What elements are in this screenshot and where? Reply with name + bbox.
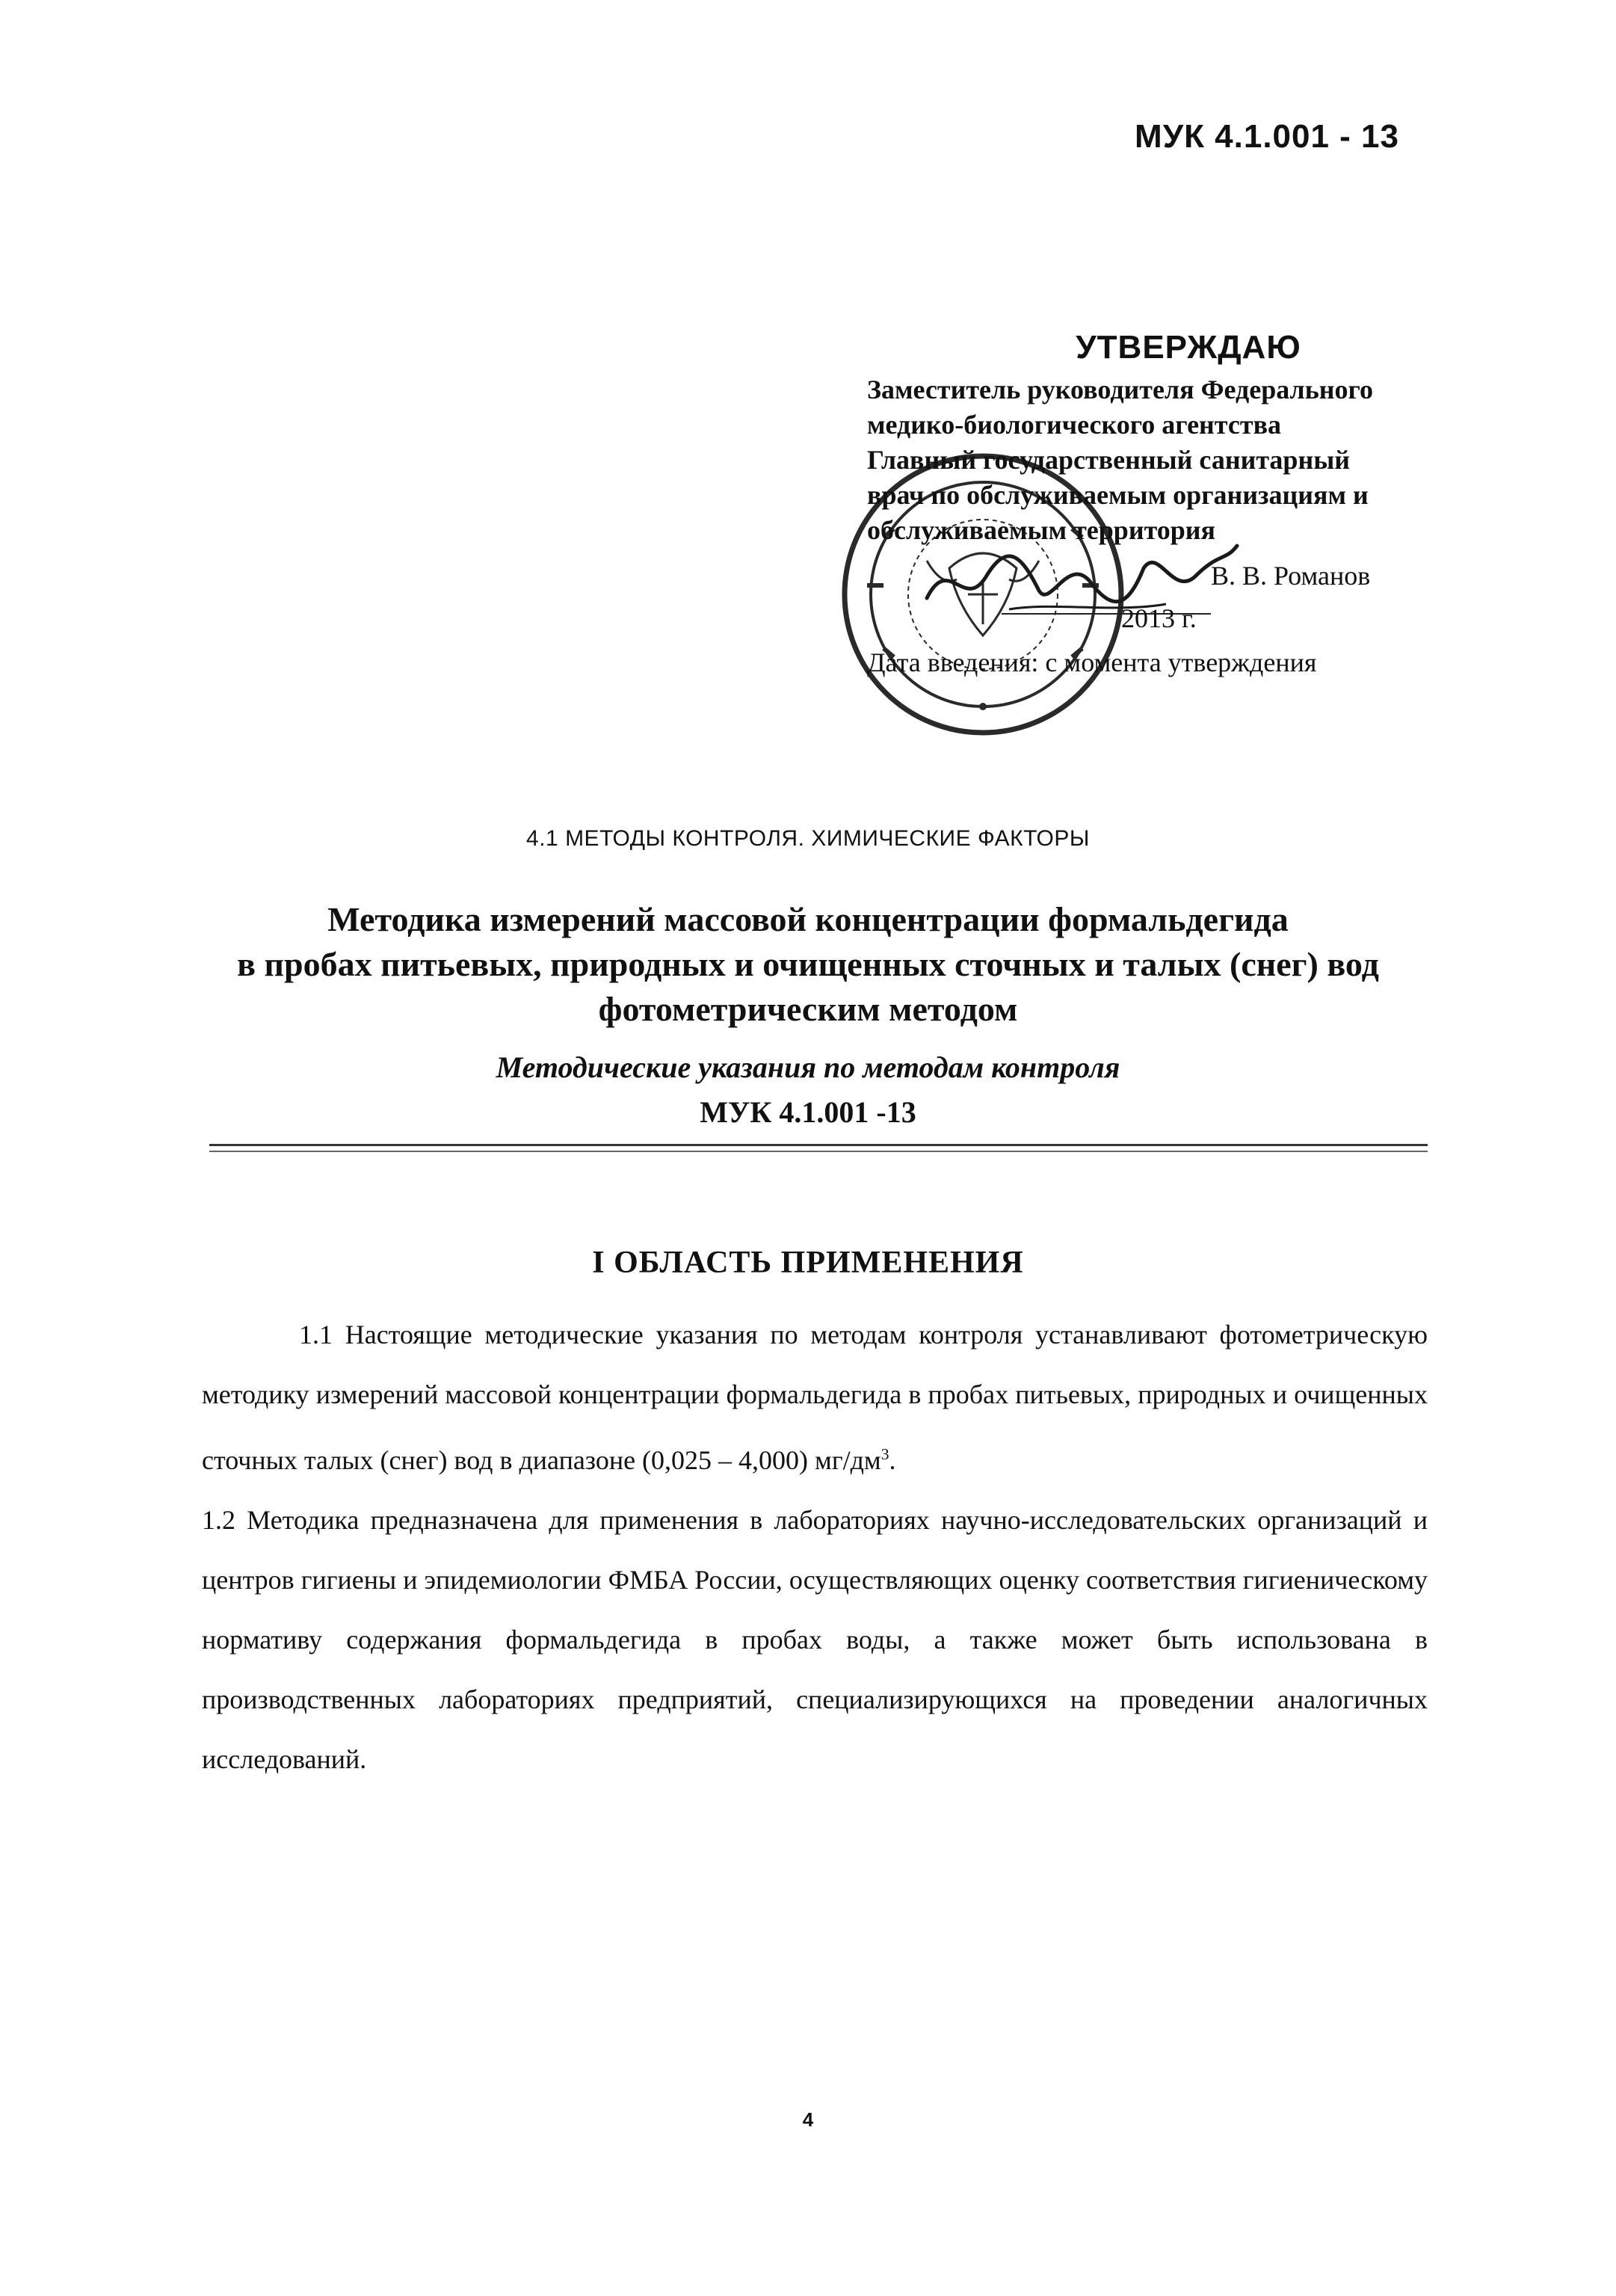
approval-block bbox=[867, 329, 1465, 680]
paragraph-text: 1.1 Настоящие методические указания по методам контроля устанавливают фотометрическую методику измерений массовой концентрации формальдегида в пробах питьевых, природных и очищенных сточных талых (снег) вод в диапазоне (0,025 – 4,000) мг/дм bbox=[202, 1320, 1428, 1475]
paragraph-1-1 bbox=[202, 1305, 1428, 1490]
page-number: 4 bbox=[802, 2108, 814, 2131]
paragraph-1-2: 1.2 Методика предназначена для применения в лабораториях научно-исследовательских организаций и центров гигиены и эпидемиологии ФМБА России, осуществляющих оценку соответствия гигиеническому нормативу содержания формальдегида в пробах воды, а также может быть использована в производственных лабораториях предприятий, специализирующихся на проведении аналогичных исследований. bbox=[202, 1505, 1428, 1774]
section-heading: I ОБЛАСТЬ ПРИМЕНЕНИЯ bbox=[592, 1246, 1024, 1280]
divider bbox=[209, 1144, 1428, 1146]
title-line: в пробах питьевых, природных и очищенных сточных и талых (снег) вод bbox=[237, 945, 1379, 983]
approval-line: обслуживаемым территория bbox=[867, 515, 1216, 545]
approval-year: 2013 г. bbox=[1121, 603, 1197, 633]
approval-line: медико-биологического агентства bbox=[867, 410, 1282, 440]
document-title bbox=[0, 897, 1616, 1032]
section-code: 4.1 МЕТОДЫ КОНТРОЛЯ. ХИМИЧЕСКИЕ ФАКТОРЫ bbox=[526, 826, 1090, 851]
superscript: 3 bbox=[881, 1445, 889, 1463]
signatory-name: В. В. Романов bbox=[1211, 561, 1371, 591]
paragraph-end: . bbox=[889, 1445, 896, 1475]
title-line: фотометрическим методом bbox=[598, 990, 1018, 1028]
approval-line: Главный государственный санитарный bbox=[867, 445, 1351, 475]
section-body bbox=[202, 1305, 1428, 1789]
divider bbox=[209, 1151, 1428, 1152]
approval-line: врач по обслуживаемым организациям и bbox=[867, 480, 1369, 510]
document-code: МУК 4.1.001 -13 bbox=[700, 1095, 916, 1129]
approval-line: Заместитель руководителя Федерального bbox=[867, 375, 1373, 404]
approval-title: УТВЕРЖДАЮ bbox=[1076, 329, 1301, 366]
title-line: Методика измерений массовой концентрации формальдегида bbox=[327, 900, 1289, 938]
document-subtitle: Методические указания по методам контроля bbox=[496, 1050, 1120, 1084]
header-doc-code: МУК 4.1.001 - 13 bbox=[1135, 118, 1399, 155]
effective-date: Дата введения: с момента утверждения bbox=[867, 647, 1317, 677]
